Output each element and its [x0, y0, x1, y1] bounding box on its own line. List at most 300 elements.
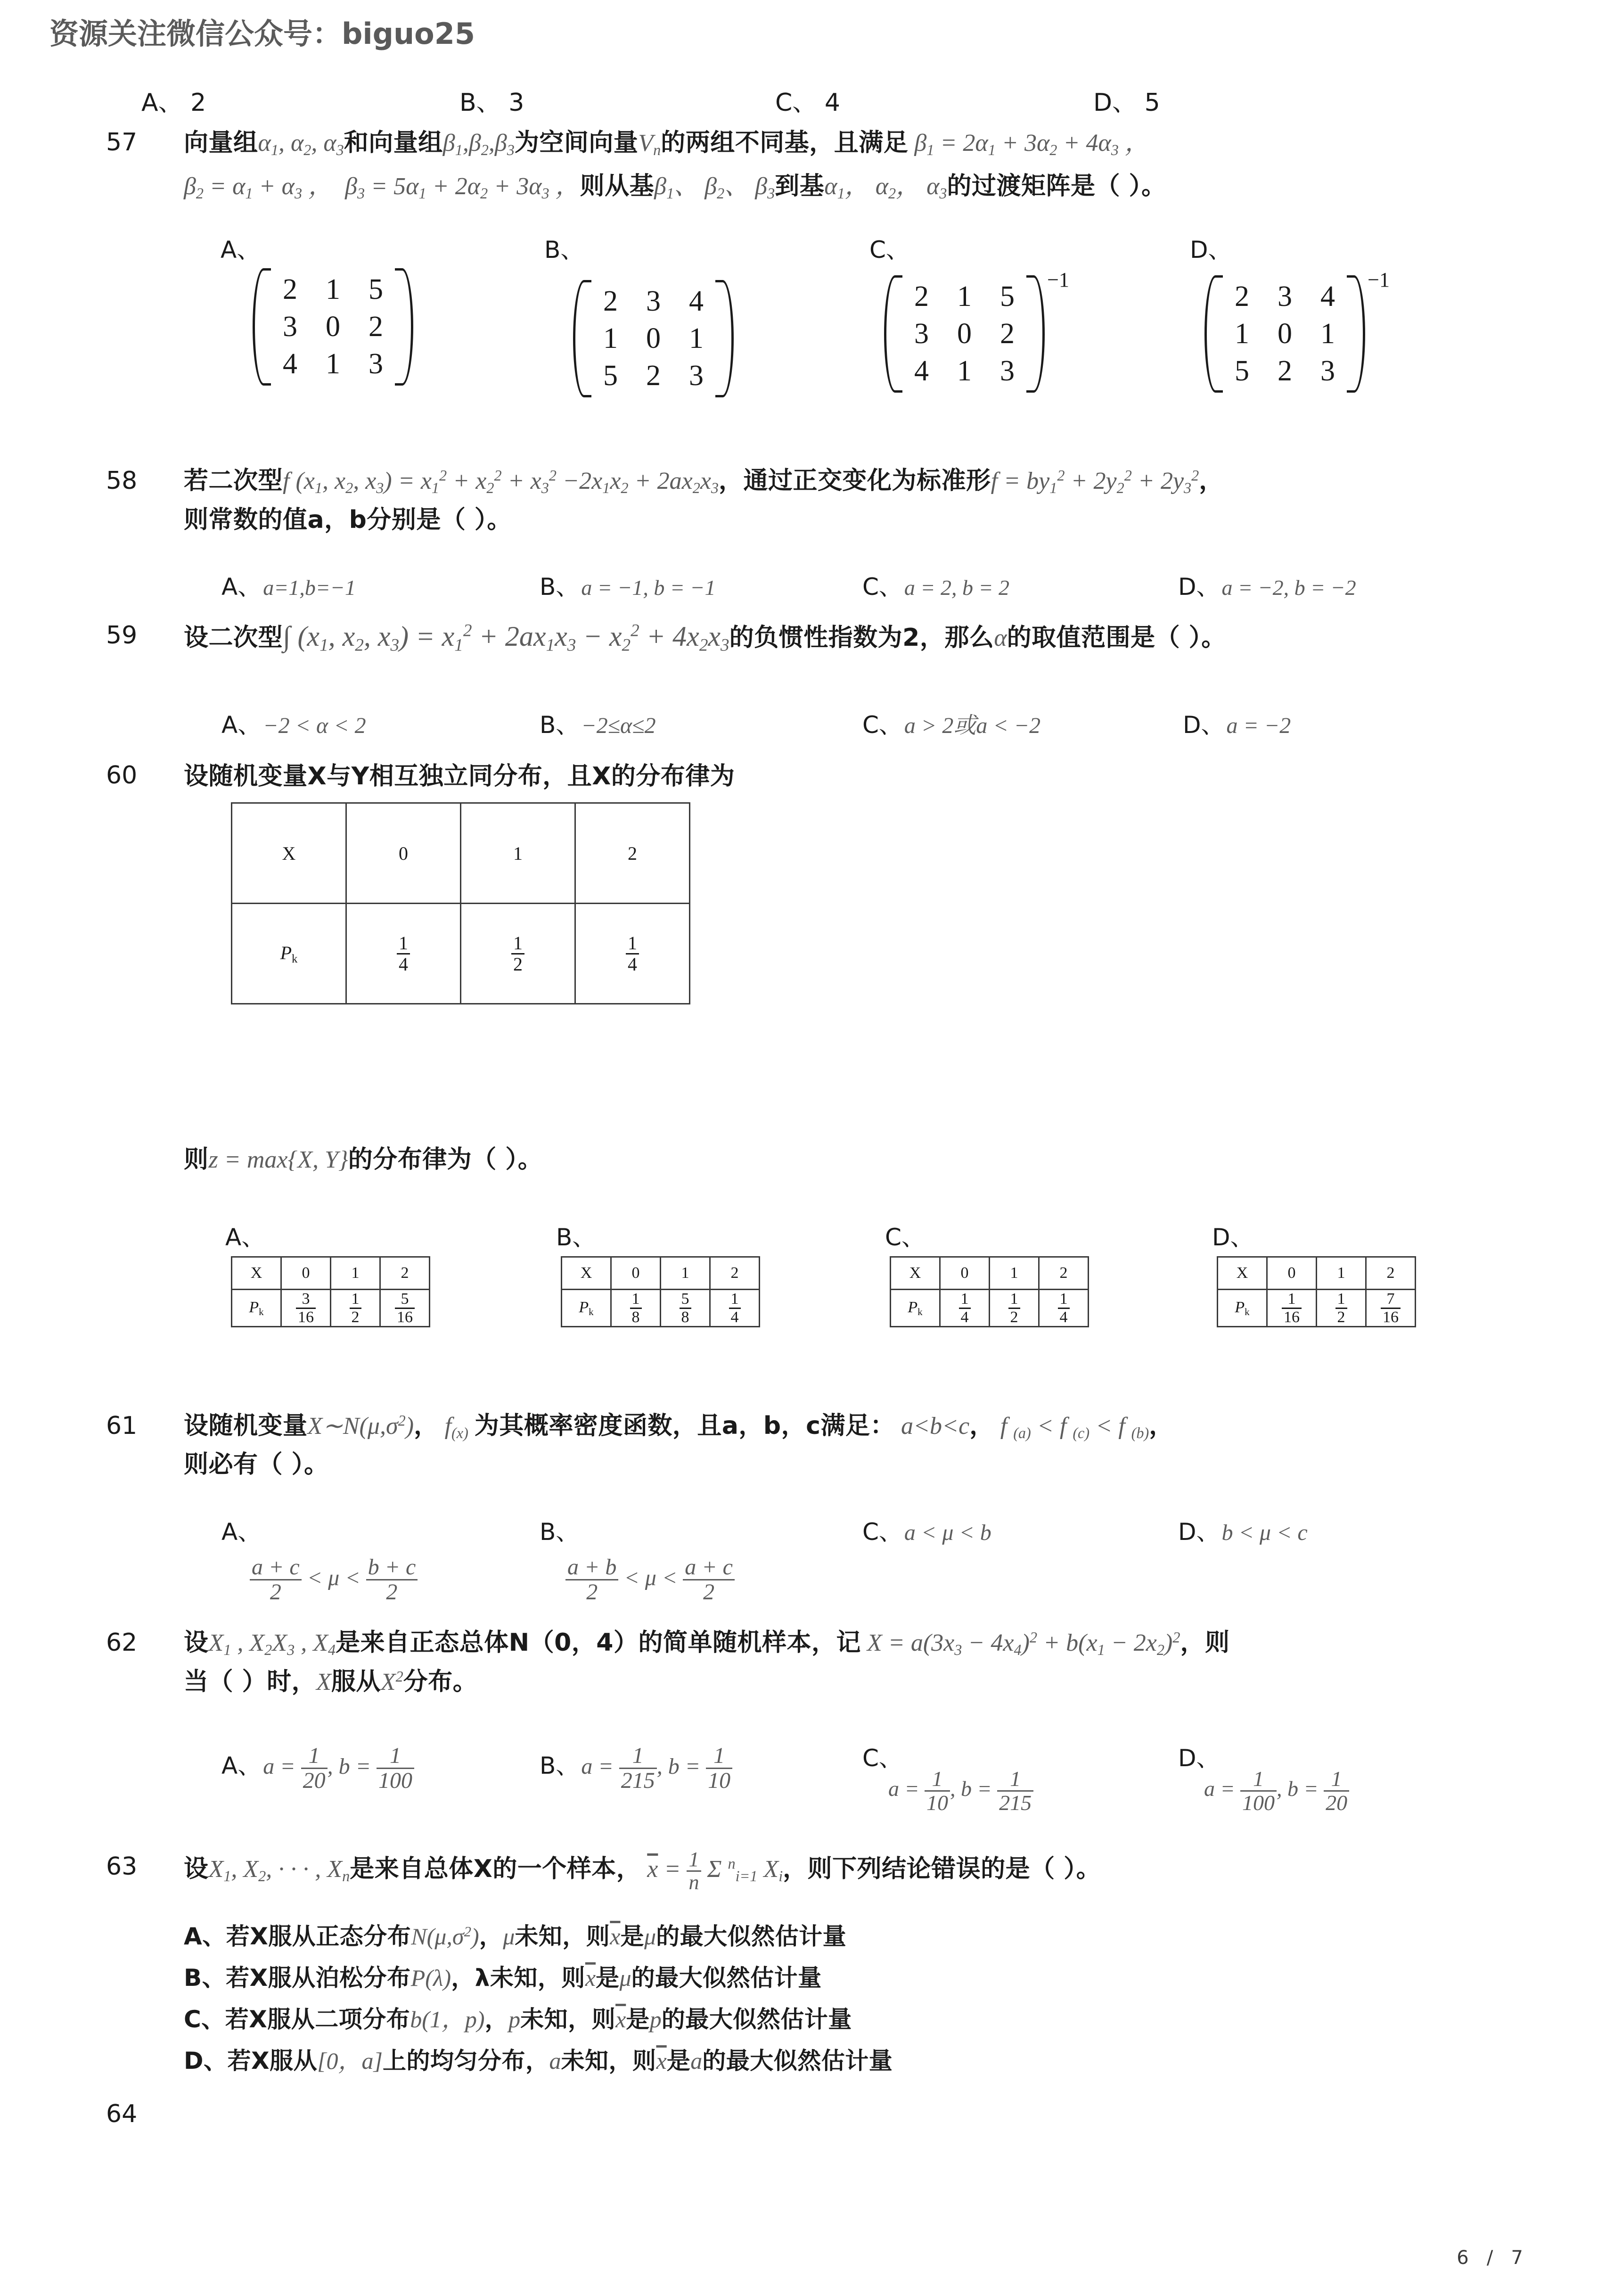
denominator: 4	[729, 1308, 741, 1326]
inverse-exponent: −1	[1368, 268, 1390, 291]
label: B、	[540, 1752, 580, 1779]
q62-l2-m1: X	[316, 1669, 331, 1695]
q62-stem-b: 是来自正态总体N（0，4）的简单随机样本，记	[336, 1629, 861, 1657]
denominator: 4	[959, 1308, 971, 1326]
question-number-63: 63	[106, 1852, 138, 1881]
q59-option-d[interactable]	[1183, 706, 1291, 740]
cell: 4	[914, 355, 929, 387]
m: $\overline{x}$	[585, 1965, 596, 1991]
numerator: 1	[1253, 1767, 1264, 1791]
cell: 5	[603, 360, 618, 392]
table-row	[1218, 1257, 1416, 1290]
q60-mid-b: 的分布律为（ ）。	[348, 1145, 543, 1174]
page-footer	[1457, 2247, 1523, 2269]
q58-stem-b: ，通过正交变化为标准形	[719, 467, 991, 495]
denominator: 10	[706, 1768, 732, 1793]
q63-stem-c: ，则下列结论错误的是（ ）。	[783, 1854, 1101, 1883]
q57-l2-b: 到基	[775, 172, 825, 200]
denominator: 2	[1335, 1308, 1347, 1326]
cell: 0	[646, 322, 661, 354]
cell: 2	[603, 285, 618, 317]
numerator: 1	[351, 1290, 360, 1308]
question-number-59: 59	[106, 621, 138, 650]
cell: 4	[1320, 280, 1335, 313]
cell: 1	[1320, 318, 1335, 350]
text: 的最大似然估计量	[656, 1923, 847, 1950]
q57-option-a-matrix[interactable]	[269, 271, 397, 383]
m: $N(\mu,\sigma^2)$	[411, 1923, 479, 1950]
label: A、	[184, 1923, 226, 1950]
question-stem-59	[184, 617, 1574, 658]
question-stem-61	[184, 1409, 1574, 1444]
paren-right	[395, 268, 413, 386]
cell: 2	[1000, 318, 1015, 350]
label: D、	[1178, 573, 1220, 601]
cell-p-0	[346, 904, 461, 1004]
cell	[1039, 1290, 1089, 1327]
question-stem-57-line2	[184, 170, 1550, 204]
q58-stem-c: ，	[1199, 467, 1224, 495]
cell-p-header: $P_k$	[232, 1290, 281, 1327]
q57-m3: $V_n$	[638, 130, 661, 159]
numerator: 1	[1059, 1290, 1068, 1308]
q62-l2-m2: $X^2$	[380, 1668, 403, 1695]
numerator: 5	[401, 1290, 409, 1308]
label: B、	[184, 1964, 226, 1992]
q57-option-b-label[interactable]: B、	[544, 236, 584, 263]
paren-right	[1026, 275, 1045, 393]
text: 的最大似然估计量	[631, 1964, 822, 1992]
denominator: 2	[350, 1308, 361, 1326]
prev-option-c: C、 4	[775, 89, 840, 117]
cell: 2	[1366, 1257, 1416, 1290]
numerator: 5	[681, 1290, 689, 1308]
cell	[1366, 1290, 1416, 1327]
numerator: 1	[730, 1290, 739, 1308]
paren-right	[715, 280, 734, 397]
q60-mid-a: 则	[184, 1145, 209, 1174]
q58-option-b[interactable]	[540, 568, 715, 602]
denominator: 4	[397, 953, 410, 974]
cell: 0	[281, 1257, 331, 1290]
numerator: 1	[399, 932, 408, 954]
cell	[990, 1290, 1039, 1327]
q63-option-a[interactable]	[184, 1921, 846, 1953]
inverse-exponent: −1	[1047, 268, 1069, 291]
cell: X	[232, 1257, 281, 1290]
paren-left	[884, 275, 902, 393]
q62-m1: $X_1$ , $X_2X_3$ , $X_4$	[208, 1629, 336, 1659]
q60-option-d-table[interactable]	[1217, 1256, 1416, 1327]
page-total: 7	[1511, 2247, 1523, 2269]
paren-right	[1347, 275, 1365, 393]
cell: 1	[661, 1257, 710, 1290]
question-number-62: 62	[106, 1629, 138, 1657]
cell-p-2	[575, 904, 690, 1004]
value: a=1,b=−1	[263, 576, 356, 600]
question-stem-62	[184, 1626, 1588, 1661]
denominator: 16	[1282, 1308, 1302, 1326]
numerator: 1	[308, 1743, 320, 1768]
cell	[1267, 1290, 1317, 1327]
question-number-64: 64	[106, 2100, 138, 2128]
text: 是	[620, 1923, 644, 1950]
denominator: 2	[250, 1579, 302, 1604]
q60-option-b-label[interactable]: B、	[556, 1224, 596, 1251]
cell: 4	[689, 285, 704, 317]
cell	[710, 1290, 760, 1327]
q57-stem-d: 的两组不同基，且满足	[661, 129, 909, 157]
q57-stem-a: 向量组	[184, 129, 258, 157]
table-row	[232, 1257, 430, 1290]
question-stem-60	[184, 760, 735, 793]
cell: 3	[1278, 280, 1292, 313]
value: a = 2, b = 2	[904, 576, 1010, 600]
q57-l2-m3: $\beta_1$、 $\beta_2$、 $\beta_3$	[654, 173, 775, 202]
q57-option-d-matrix[interactable]	[1221, 268, 1390, 390]
prev-option-a: A、 2	[141, 89, 206, 117]
label: D、	[1178, 1518, 1220, 1546]
cell-x-0: 0	[346, 803, 461, 904]
denominator: 20	[1324, 1790, 1349, 1814]
prev-question-options	[0, 82, 1622, 117]
q57-stem-b: 和向量组	[344, 129, 443, 157]
cell-x-2: 2	[575, 803, 690, 904]
denominator: 16	[395, 1308, 415, 1326]
denominator: 4	[1058, 1308, 1070, 1326]
q60-option-a-label[interactable]: A、	[225, 1224, 265, 1251]
text: 上的均匀分布，	[383, 2047, 549, 2074]
q63-stem-a: 设	[184, 1854, 209, 1883]
numerator: 1	[1287, 1290, 1296, 1308]
cell: 5	[369, 273, 383, 305]
q60-stem: 设随机变量X与Y相互独立同分布，且X的分布律为	[184, 762, 735, 790]
denominator: 16	[296, 1308, 316, 1326]
numerator: 1	[631, 1290, 640, 1308]
cell: 1	[1235, 318, 1249, 350]
q61-m4: f $_{(a)}$ < f $_{(c)}$ < f $_{(b)}$	[994, 1413, 1149, 1442]
table-row	[891, 1290, 1089, 1327]
cell	[611, 1290, 661, 1327]
cell	[281, 1290, 331, 1327]
m: a	[549, 2048, 561, 2074]
cell: 0	[611, 1257, 661, 1290]
q59-stem-c: 的取值范围是（ ）。	[1007, 624, 1226, 652]
cell: 3	[689, 360, 704, 392]
q61-stem-d: ，	[969, 1412, 994, 1440]
text: 若X服从二项分布	[225, 2006, 410, 2033]
q61-option-a-label[interactable]: A、	[221, 1518, 262, 1546]
q62-option-b[interactable]: B、 a = $\frac{1}{215}$ , b = $\frac{1}{10}$	[540, 1744, 732, 1793]
prev-option-d: D、 5	[1093, 89, 1160, 117]
m: μ	[644, 1923, 656, 1950]
q57-option-d-label[interactable]: D、	[1190, 236, 1232, 263]
m: $\overline{x}$	[615, 2006, 626, 2033]
m: p	[649, 2006, 662, 2033]
q57-option-b-matrix[interactable]	[589, 283, 718, 395]
cell: 2	[646, 360, 661, 392]
q60-option-d-label[interactable]: D、	[1212, 1224, 1254, 1251]
numerator: a + c	[252, 1555, 300, 1580]
cell: 2	[914, 280, 929, 313]
cell: 3	[1000, 355, 1015, 387]
m: b(1，p)	[410, 2006, 485, 2033]
q61-line2: 则必有（ ）。	[184, 1450, 329, 1479]
q61-m3: a<b<c	[894, 1413, 970, 1440]
q61-option-a-value[interactable]	[250, 1555, 418, 1605]
table-row	[232, 904, 690, 1004]
q60-option-c-label[interactable]: C、	[885, 1224, 925, 1251]
cell	[1317, 1290, 1366, 1327]
cell: 3	[369, 348, 383, 380]
cell: 1	[331, 1257, 380, 1290]
cell: X	[562, 1257, 611, 1290]
cell: 0	[957, 318, 972, 350]
q63-m1: $X_1$, $X_2$, · · · , $X_n$	[208, 1855, 350, 1885]
denominator: 215	[997, 1790, 1033, 1814]
numerator: 1	[513, 932, 523, 954]
q57-option-a-label[interactable]: A、	[221, 236, 261, 263]
denominator: 215	[619, 1768, 657, 1793]
q62-l2-c: 分布。	[403, 1668, 478, 1696]
watermark-text: 资源关注微信公众号：biguo25	[49, 16, 475, 51]
m: [0，a]	[317, 2048, 383, 2074]
cell: 1	[689, 322, 704, 354]
value: a = −2, b = −2	[1221, 576, 1356, 600]
inequality: < μ <	[624, 1565, 678, 1590]
prev-option-b: B、 3	[459, 89, 524, 117]
q62-l2-a: 当（ ）时，	[184, 1668, 317, 1696]
q61-stem-e: ，	[1149, 1412, 1174, 1440]
q61-option-c[interactable]	[862, 1513, 991, 1547]
q63-stem-b: 是来自总体X的一个样本，	[350, 1854, 641, 1883]
numerator: 1	[1337, 1290, 1345, 1308]
value: a = −1, b = −1	[581, 576, 716, 600]
paren-left	[1204, 275, 1223, 393]
q60-option-a-table[interactable]	[231, 1256, 430, 1327]
question-number-60: 60	[106, 761, 138, 790]
m: p	[508, 2006, 521, 2033]
q62-option-d-value[interactable]: a = $\frac{1}{100}$ , b = $\frac{1}{20}$	[1204, 1768, 1349, 1815]
text: 未知，则	[520, 2006, 616, 2033]
cell: 0	[1267, 1257, 1317, 1290]
q60-mid-m: z = max{X, Y}	[208, 1146, 348, 1173]
label: C、	[184, 2006, 225, 2033]
paren-left	[253, 268, 271, 386]
cell: 2	[369, 311, 383, 343]
q61-stem-a: 设随机变量	[184, 1412, 308, 1440]
page-separator: /	[1486, 2247, 1493, 2269]
denominator: 100	[1240, 1790, 1277, 1814]
page-number: 6	[1457, 2247, 1469, 2269]
numerator: 1	[960, 1290, 969, 1308]
table-row	[562, 1257, 760, 1290]
inequality: < μ <	[307, 1565, 360, 1590]
cell: 5	[1235, 355, 1249, 387]
text: 是	[596, 1964, 620, 1992]
label: D、	[1183, 711, 1225, 739]
q62-m2: $X = a(3x_3 - 4x_4)^2 + b(x_1 - 2x_2)^2$	[860, 1629, 1180, 1659]
cell: 1	[603, 322, 618, 354]
numerator: 1	[713, 1743, 725, 1768]
table-row	[891, 1257, 1089, 1290]
q60-distribution-table	[231, 802, 690, 1004]
question-stem-58-line2	[184, 503, 512, 537]
table-row	[562, 1290, 760, 1327]
q62-stem-a: 设	[184, 1629, 209, 1657]
q61-m2: $f_{(x)}$	[438, 1413, 468, 1442]
cell-x-header: X	[232, 803, 346, 904]
q61-option-d[interactable]	[1178, 1513, 1308, 1547]
q57-option-c-label[interactable]: C、	[869, 236, 909, 263]
q57-option-c-matrix[interactable]	[900, 268, 1069, 390]
value: b < μ < c	[1221, 1520, 1308, 1545]
question-stem-58	[184, 464, 1574, 499]
numerator: b + c	[368, 1555, 416, 1580]
q62-option-a[interactable]: A、 a = $\frac{1}{20}$ , b = $\frac{1}{100}$	[221, 1744, 414, 1793]
q59-option-c[interactable]	[862, 706, 1040, 740]
numerator: 1	[632, 1743, 644, 1768]
label: A、	[221, 1752, 262, 1779]
value: a = −2	[1226, 713, 1291, 738]
q59-m: α	[994, 625, 1007, 651]
q62-option-c-value[interactable]: a = $\frac{1}{10}$ , b = $\frac{1}{215}$	[888, 1768, 1033, 1815]
numerator: 1	[1331, 1767, 1342, 1791]
q61-stem-c: 为其概率密度函数，且a，b，c满足：	[474, 1412, 895, 1440]
question-stem-62-line2	[184, 1665, 477, 1699]
q59-option-a[interactable]	[221, 706, 366, 740]
q57-l2-m6: $\alpha_1$， $\alpha_2$， $\alpha_3$	[824, 173, 947, 202]
numerator: 3	[302, 1290, 310, 1308]
q62-option-c-label[interactable]: C、	[862, 1745, 902, 1772]
cell: 0	[1278, 318, 1292, 350]
text: 若X服从	[227, 2047, 318, 2074]
cell: 1	[326, 273, 340, 305]
cell: 2	[283, 273, 297, 305]
label: B、	[540, 711, 580, 739]
q57-m1: $\alpha_1$, $\alpha_2$, $\alpha_3$	[258, 130, 344, 159]
q63-option-c[interactable]	[184, 2004, 852, 2036]
denominator: 2	[511, 953, 524, 974]
q59-stem-a: 设二次型	[184, 624, 283, 652]
question-number-57: 57	[106, 128, 138, 156]
q57-stem-c: 为空间向量	[514, 129, 639, 157]
text: ，	[479, 1923, 503, 1950]
question-stem-61-line2	[184, 1448, 329, 1481]
q59-f: ∫ ($x_1$, $x_2$, $x_3) = x_1^2 + 2ax_1x_3 - x_2^2 + 4x_2x_3$	[283, 621, 729, 655]
text: 是	[626, 2006, 650, 2033]
text: 若X服从泊松分布	[226, 1964, 411, 1992]
question-stem-63	[184, 1849, 1588, 1894]
numerator: 1	[1010, 1767, 1021, 1791]
text: ，	[484, 2006, 509, 2033]
cell: 2	[380, 1257, 430, 1290]
q61-option-b-label[interactable]: B、	[540, 1518, 580, 1546]
cell: 2	[1278, 355, 1292, 387]
q60-mid-text	[184, 1143, 542, 1177]
value: a < μ < b	[904, 1520, 991, 1545]
q61-option-b-value[interactable]	[565, 1555, 735, 1605]
cell-p-header: $P_k$	[232, 904, 346, 1004]
cell: 0	[940, 1257, 990, 1290]
question-number-61: 61	[106, 1412, 138, 1440]
numerator: 7	[1386, 1290, 1395, 1308]
value: −2 < α < 2	[263, 713, 366, 738]
q58-f: f ($x_1$, $x_2$, $x_3) = x_1^2 + x_2^2 + x_3^2 -2x_1x_2 + 2ax_2x_3$	[283, 467, 719, 497]
cell-p-header: $P_k$	[562, 1290, 611, 1327]
cell	[940, 1290, 990, 1327]
q58-g: $f = by_1^2 + 2y_2^2 + 2y_3^2$	[991, 467, 1199, 497]
q61-m1: $X\sim N(\mu,\sigma^2)$	[307, 1412, 414, 1440]
denominator: 16	[1381, 1308, 1401, 1326]
q57-l2-a: 则从基	[580, 172, 655, 200]
value: −2≤α≤2	[581, 713, 656, 738]
q63-m2: $\overline{x}$ = $\frac{1}{n}$ Σ $^n_{i=1}$ $X_i$	[647, 1848, 783, 1894]
paren-left	[573, 280, 591, 397]
label: D、	[184, 2047, 228, 2074]
denominator: 2	[683, 1579, 735, 1604]
q59-option-b[interactable]	[540, 706, 656, 740]
q60-option-b-table[interactable]	[561, 1256, 760, 1327]
q57-l2-m1: $\beta_2 = \alpha_1 + \alpha_3$ ， $\beta_3 = 5\alpha_1 + 2\alpha_2 + 3\alpha_3$ ，	[184, 173, 580, 202]
m: $\overline{x}$	[610, 1923, 621, 1950]
cell	[380, 1290, 430, 1327]
q58-option-c[interactable]	[862, 568, 1009, 602]
label: C、	[862, 711, 902, 739]
q63-option-d[interactable]	[184, 2045, 893, 2077]
denominator: 100	[377, 1768, 414, 1793]
numerator: 1	[932, 1767, 943, 1791]
q58-option-d[interactable]	[1178, 568, 1356, 602]
m: μ	[619, 1965, 631, 1991]
q62-l2-b: 服从	[331, 1668, 381, 1696]
q58-option-a[interactable]	[221, 568, 356, 602]
denominator: 2	[565, 1579, 618, 1604]
cell: 3	[283, 311, 297, 343]
cell: 1	[1317, 1257, 1366, 1290]
text: 未知，则	[561, 2047, 656, 2074]
text: 的最大似然估计量	[702, 2047, 893, 2074]
table-row	[232, 803, 690, 904]
numerator: a + c	[685, 1555, 733, 1580]
numerator: 1	[390, 1743, 401, 1768]
question-number-58: 58	[106, 467, 138, 495]
cell: 3	[646, 285, 661, 317]
label: C、	[862, 1518, 902, 1546]
denominator: 20	[301, 1768, 328, 1793]
denominator: 10	[925, 1790, 950, 1814]
m: P(λ)	[410, 1965, 451, 1991]
m: $\overline{x}$	[656, 2048, 667, 2074]
cell: 2	[1039, 1257, 1089, 1290]
label: A、	[221, 573, 262, 601]
cell: X	[1218, 1257, 1267, 1290]
q60-option-c-table[interactable]	[890, 1256, 1089, 1327]
denominator: 8	[680, 1308, 691, 1326]
text: 若X服从正态分布	[226, 1923, 411, 1950]
cell: X	[891, 1257, 940, 1290]
cell-x-1: 1	[461, 803, 575, 904]
q62-option-d-label[interactable]: D、	[1178, 1745, 1220, 1772]
q57-m2: $\beta_1,\beta_2,\beta_3$	[442, 130, 515, 159]
q63-option-b[interactable]	[184, 1962, 822, 1994]
cell: 1	[326, 348, 340, 380]
denominator: 2	[1008, 1308, 1020, 1326]
text: ，λ未知，则	[451, 1964, 585, 1992]
denominator: 8	[630, 1308, 642, 1326]
table-row	[1218, 1290, 1416, 1327]
value: a > 2或a < −2	[904, 713, 1041, 738]
